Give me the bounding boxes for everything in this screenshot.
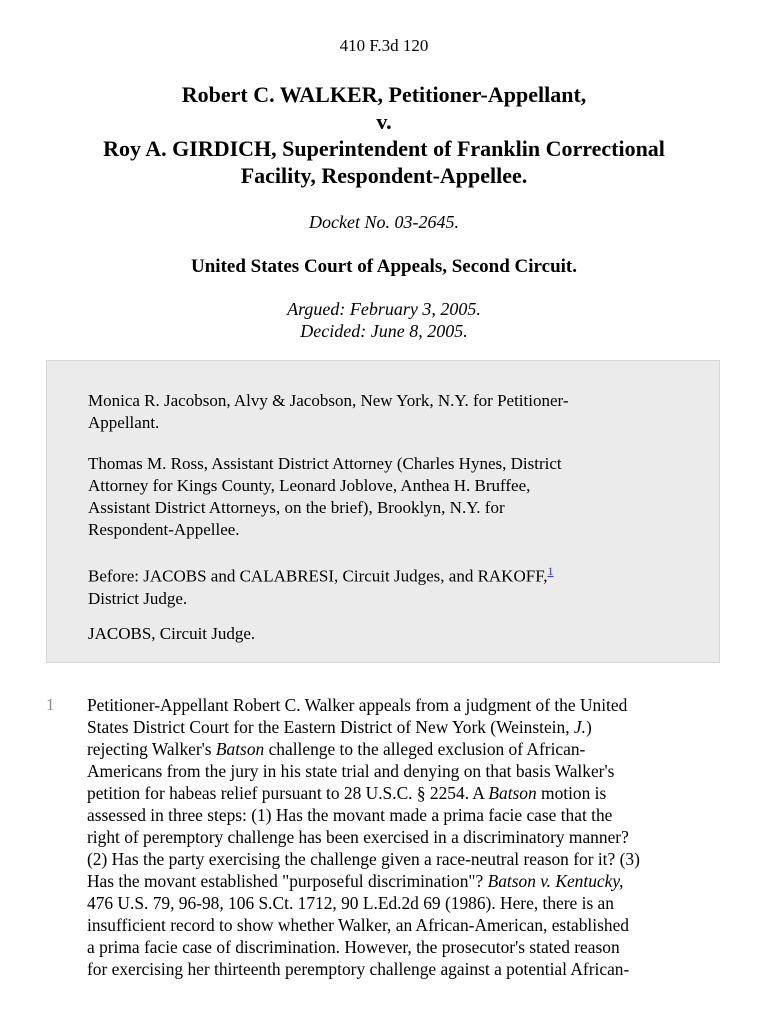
court-name: United States Court of Appeals, Second Circuit.	[191, 256, 577, 277]
opinion-line: rejecting Walker's Batson challenge to the alleged exclusion of African-	[87, 739, 586, 759]
opinion-line: 476 U.S. 79, 96-98, 106 S.Ct. 1712, 90 L.Ed.2d 69 (1986). Here, there is an	[87, 893, 614, 913]
case-name-italic: Batson v. Kentucky,	[487, 871, 624, 891]
respondent-counsel-line1: Thomas M. Ross, Assistant District Attorney (Charles Hynes, District	[88, 454, 562, 473]
opinion-line: Petitioner-Appellant Robert C. Walker appeals from a judgment of the United	[87, 695, 628, 715]
case-name-italic: J.	[573, 717, 586, 737]
panel-judges	[88, 560, 688, 610]
counsel-panel	[46, 360, 720, 663]
panel-judges-line1: Before: JACOBS and CALABRESI, Circuit Judges, and RAKOFF,	[88, 566, 548, 586]
petitioner-counsel	[88, 390, 688, 434]
respondent-counsel	[88, 453, 688, 541]
opinion-paragraph	[87, 694, 719, 980]
case-title	[40, 81, 728, 189]
opinion-line: petition for habeas relief pursuant to 28 U.S.C. § 2254. A Batson motion is	[87, 783, 607, 803]
footnote-link[interactable]: 1	[547, 564, 554, 578]
docket-number: Docket No. 03-2645.	[309, 212, 459, 232]
opinion-line: right of peremptory challenge has been exercised in a discriminatory manner?	[87, 827, 629, 847]
opinion-line: (2) Has the party exercising the challenge given a race-neutral reason for it? (3)	[87, 849, 640, 869]
argued-date: Argued: February 3, 2005.	[287, 299, 481, 319]
case-title-respondent: Roy A. GIRDICH, Superintendent of Franklin Correctional	[103, 136, 665, 161]
opinion-line: Has the movant established "purposeful discrimination"? Batson v. Kentucky,	[87, 871, 624, 891]
case-name-italic: Batson	[488, 783, 537, 803]
case-citation: 410 F.3d 120	[339, 36, 429, 55]
respondent-counsel-line3: Assistant District Attorneys, on the brief), Brooklyn, N.Y. for	[88, 498, 505, 517]
decided-date: Decided: June 8, 2005.	[300, 321, 468, 341]
opinion-line: a prima facie case of discrimination. However, the prosecutor's stated reason	[87, 937, 620, 957]
paragraph-number: 1	[46, 695, 55, 714]
case-name-italic: Batson	[215, 739, 265, 759]
petitioner-counsel-line2: Appellant.	[88, 413, 160, 432]
opinion-line: assessed in three steps: (1) Has the movant made a prima facie case that the	[87, 805, 613, 825]
petitioner-counsel-line1: Monica R. Jacobson, Alvy & Jacobson, New York, N.Y. for Petitioner-	[88, 391, 569, 410]
case-title-petitioner: Robert C. WALKER, Petitioner-Appellant,	[181, 82, 587, 107]
opinion-author: JACOBS, Circuit Judge.	[88, 624, 256, 643]
panel-judges-line2: District Judge.	[88, 588, 188, 608]
case-title-respondent-cont: Facility, Respondent-Appellee.	[240, 163, 528, 188]
case-dates	[0, 298, 768, 342]
opinion-line: insufficient record to show whether Walker, an African-American, established	[87, 915, 629, 935]
opinion-line: for exercising her thirteenth peremptory challenge against a potential African-	[87, 959, 630, 979]
respondent-counsel-line4: Respondent-Appellee.	[88, 520, 240, 539]
opinion-line: Americans from the jury in his state trial and denying on that basis Walker's	[87, 761, 615, 781]
case-title-versus: v.	[376, 109, 392, 134]
opinion-line: States District Court for the Eastern District of New York (Weinstein, J.)	[87, 717, 592, 737]
respondent-counsel-line2: Attorney for Kings County, Leonard Joblove, Anthea H. Bruffee,	[88, 476, 531, 495]
